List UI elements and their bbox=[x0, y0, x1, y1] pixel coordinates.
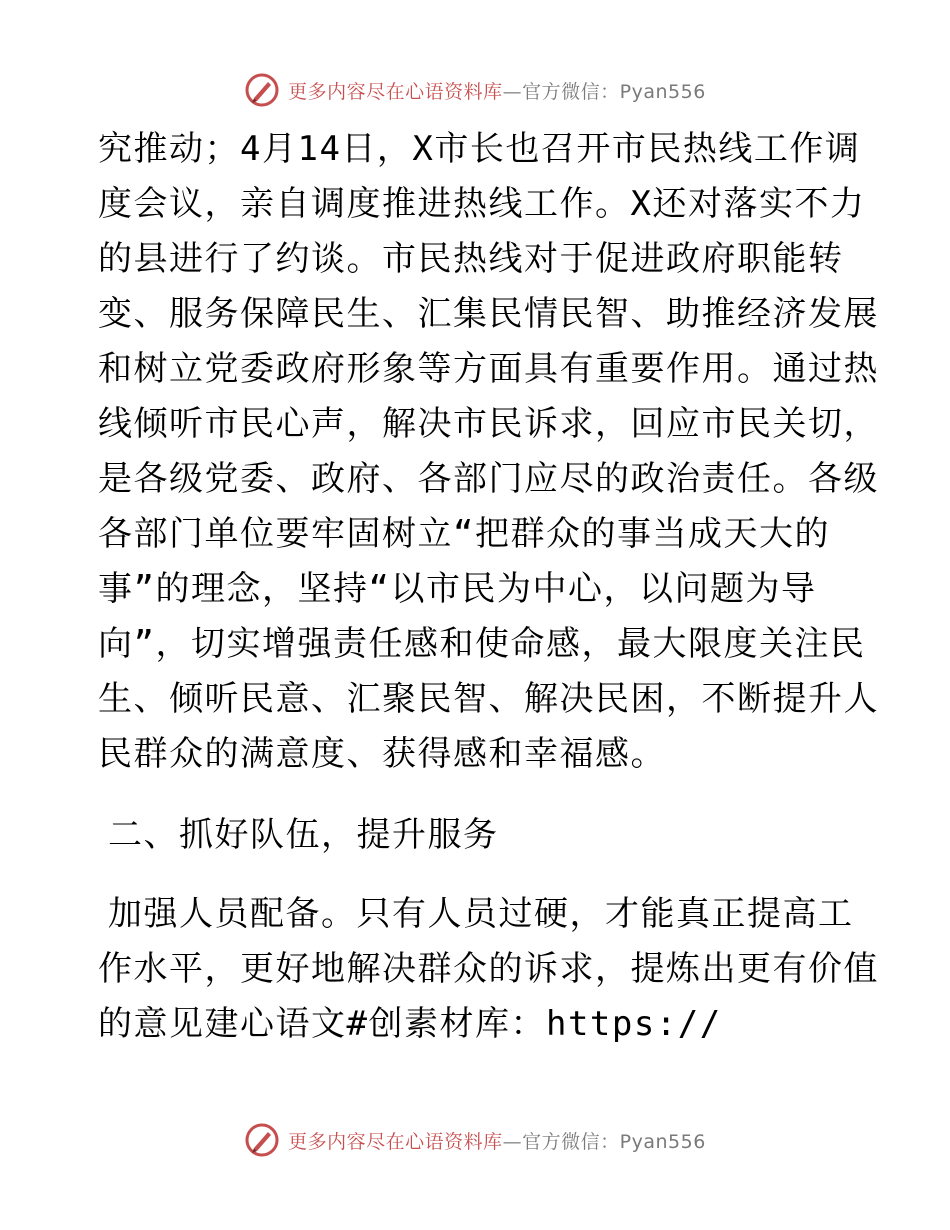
text-line: 是各级党委、政府、各部门应尽的政治责任。各级 bbox=[98, 459, 879, 499]
text-line: 各部门单位要牢固树立“把群众的事当成天大的 bbox=[98, 514, 830, 554]
text-line: 究推动；4月14日，X市长也召开市民热线工作调 bbox=[98, 129, 861, 169]
watermark-separator: — bbox=[502, 80, 523, 103]
watermark-text bbox=[288, 1127, 706, 1154]
text-line: 线倾听市民心声，解决市民诉求，回应市民关切， bbox=[98, 404, 879, 444]
paragraph-1 bbox=[98, 122, 879, 782]
watermark-brand: 更多内容尽在心语资料库 bbox=[288, 1130, 503, 1153]
text-line: 的县进行了约谈。市民热线对于促进政府职能转 bbox=[98, 239, 844, 279]
text-line: 作水平，更好地解决群众的诉求，提炼出更有价值 bbox=[98, 949, 879, 989]
watermark-text bbox=[288, 77, 706, 104]
text-line: 的意见建心语文#创素材库：https:// bbox=[98, 1004, 722, 1044]
footer-watermark bbox=[0, 1120, 950, 1160]
text-line: 和树立党委政府形象等方面具有重要作用。通过热 bbox=[98, 349, 879, 389]
watermark-brand: 更多内容尽在心语资料库 bbox=[288, 80, 503, 103]
text-line: 事”的理念，坚持“以市民为中心，以问题为导 bbox=[98, 569, 817, 609]
document-body bbox=[98, 122, 879, 1052]
text-line: 加强人员配备。只有人员过硬，才能真正提高工 bbox=[108, 894, 854, 934]
section-heading: 二、抓好队伍，提升服务 bbox=[108, 815, 499, 855]
text-line: 生、倾听民意、汇聚民智、解决民困，不断提升人 bbox=[98, 679, 879, 719]
watermark-separator: — bbox=[502, 1130, 523, 1153]
paragraph-2 bbox=[98, 887, 879, 1052]
watermark-wechat: 官方微信：Pyan556 bbox=[522, 1130, 706, 1153]
watermark-wechat: 官方微信：Pyan556 bbox=[522, 80, 706, 103]
text-line: 向”，切实增强责任感和使命感，最大限度关注民 bbox=[98, 624, 866, 664]
pen-badge-icon bbox=[244, 1122, 280, 1158]
text-line: 度会议，亲自调度推进热线工作。X还对落实不力 bbox=[98, 184, 866, 224]
text-line: 变、服务保障民生、汇集民情民智、助推经济发展 bbox=[98, 294, 879, 334]
header-watermark bbox=[0, 70, 950, 110]
text-line: 民群众的满意度、获得感和幸福感。 bbox=[98, 734, 666, 774]
pen-badge-icon bbox=[244, 72, 280, 108]
